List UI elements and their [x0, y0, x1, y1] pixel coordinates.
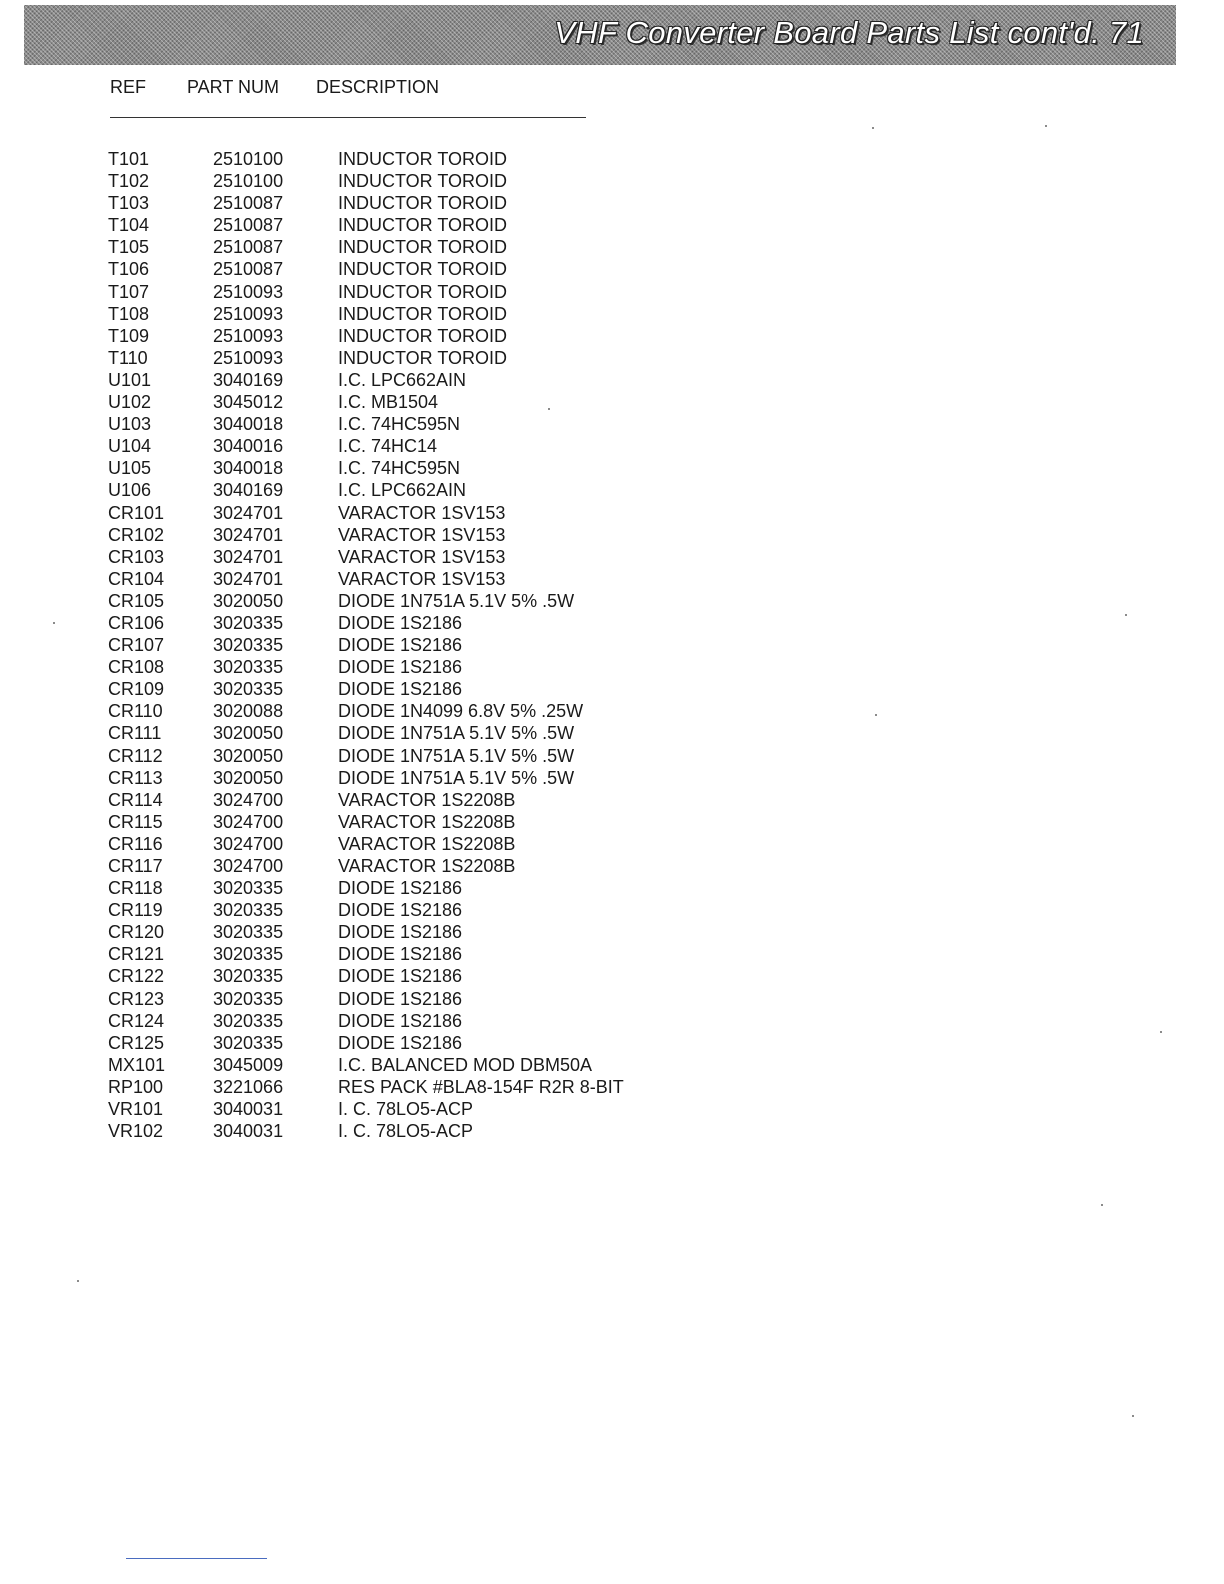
part-ref: CR112 — [108, 745, 163, 766]
part-description: INDUCTOR TOROID — [338, 325, 508, 346]
part-ref: T101 — [108, 149, 150, 169]
part-number: 3024701 — [213, 546, 284, 567]
part-description: INDUCTOR TOROID — [338, 259, 508, 280]
part-ref: CR107 — [108, 635, 165, 656]
part-ref: T103 — [108, 193, 150, 214]
part-number: 3020335 — [213, 679, 284, 700]
scan-speck — [77, 1280, 79, 1282]
part-number: 3020335 — [213, 900, 284, 921]
part-ref: RP100 — [108, 1076, 164, 1097]
part-ref: T104 — [108, 215, 150, 236]
part-description: I. C. 78LO5-ACP — [338, 1099, 474, 1120]
part-number: 2510087 — [213, 237, 284, 258]
part-ref: CR116 — [108, 833, 163, 854]
part-number: 2510093 — [213, 281, 284, 302]
header-divider — [110, 117, 586, 118]
page-header-banner — [24, 5, 1176, 65]
table-row — [0, 833, 700, 855]
table-row — [0, 1076, 700, 1098]
table-row — [0, 258, 700, 280]
part-number: 3040016 — [213, 436, 284, 457]
table-row — [0, 988, 700, 1010]
part-ref: CR105 — [108, 590, 165, 611]
table-row — [0, 921, 700, 943]
part-number: 3020050 — [213, 767, 284, 788]
table-row — [0, 479, 700, 501]
part-description: INDUCTOR TOROID — [338, 193, 508, 214]
part-ref: T110 — [108, 347, 148, 368]
scan-speck — [53, 622, 55, 624]
part-number: 3024701 — [213, 502, 284, 523]
part-description: I.C. 74HC595N — [338, 414, 461, 435]
part-number: 3040018 — [213, 414, 284, 435]
part-description: DIODE 1S2186 — [338, 1032, 463, 1053]
part-description: VARACTOR 1S2208B — [338, 811, 516, 832]
table-row — [0, 722, 700, 744]
part-ref: VR101 — [108, 1099, 164, 1120]
part-number: 3020088 — [213, 701, 284, 722]
part-description: VARACTOR 1S2208B — [338, 833, 516, 854]
table-row — [0, 236, 700, 258]
part-ref: CR125 — [108, 1032, 165, 1053]
table-row — [0, 678, 700, 700]
part-ref: CR111 — [108, 723, 162, 744]
scan-speck — [1160, 1031, 1162, 1033]
part-number: 3040169 — [213, 480, 284, 501]
table-row — [0, 170, 700, 192]
part-number: 3020050 — [213, 723, 284, 744]
part-number: 3020335 — [213, 922, 284, 943]
scan-speck — [1125, 614, 1127, 616]
part-description: DIODE 1S2186 — [338, 635, 463, 656]
table-row — [0, 281, 700, 303]
table-row — [0, 148, 700, 170]
scan-speck — [1101, 1204, 1103, 1206]
part-ref: T109 — [108, 325, 150, 346]
part-number: 2510087 — [213, 259, 284, 280]
part-ref: CR106 — [108, 612, 165, 633]
part-ref: CR118 — [108, 878, 163, 899]
part-description: I.C. 74HC14 — [338, 436, 438, 457]
table-row — [0, 1032, 700, 1054]
part-ref: U101 — [108, 369, 152, 390]
part-ref: CR115 — [108, 811, 163, 832]
part-description: INDUCTOR TOROID — [338, 303, 508, 324]
part-description: INDUCTOR TOROID — [338, 171, 508, 192]
part-description: VARACTOR 1SV153 — [338, 546, 506, 567]
table-row — [0, 590, 700, 612]
part-ref: CR110 — [108, 701, 163, 722]
part-description: I.C. MB1504 — [338, 392, 439, 413]
part-ref: CR117 — [108, 856, 163, 876]
table-row — [0, 435, 700, 457]
part-ref: U103 — [108, 414, 152, 435]
part-number: 3045012 — [213, 392, 284, 413]
table-row — [0, 303, 700, 325]
column-header-description: DESCRIPTION — [316, 77, 440, 97]
part-description: DIODE 1S2186 — [338, 1010, 463, 1031]
part-description: VARACTOR 1SV153 — [338, 568, 506, 589]
part-ref: CR102 — [108, 524, 165, 545]
part-ref: U105 — [108, 458, 152, 479]
part-number: 3020335 — [213, 635, 284, 656]
part-description: DIODE 1S2186 — [338, 900, 463, 921]
part-description: VARACTOR 1SV153 — [338, 524, 506, 545]
table-row — [0, 457, 700, 479]
part-ref: CR123 — [108, 988, 165, 1009]
table-row — [0, 634, 700, 656]
part-number: 3040169 — [213, 369, 284, 390]
part-ref: CR114 — [108, 789, 163, 810]
part-description: DIODE 1N751A 5.1V 5% .5W — [338, 767, 575, 788]
part-ref: CR104 — [108, 568, 165, 589]
part-number: 3221066 — [213, 1076, 284, 1097]
table-row — [0, 568, 700, 590]
part-description: I. C. 78LO5-ACP — [338, 1121, 474, 1142]
table-row — [0, 524, 700, 546]
table-row — [0, 877, 700, 899]
part-description: DIODE 1S2186 — [338, 657, 463, 678]
part-ref: CR119 — [108, 900, 163, 921]
part-description: DIODE 1N751A 5.1V 5% .5W — [338, 723, 575, 744]
part-number: 3020335 — [213, 1032, 284, 1053]
table-row — [0, 1098, 700, 1120]
part-number: 3024701 — [213, 568, 284, 589]
part-ref: T102 — [108, 171, 150, 192]
scan-speck — [1132, 1415, 1134, 1417]
part-description: DIODE 1N751A 5.1V 5% .5W — [338, 590, 575, 611]
part-ref: MX101 — [108, 1054, 166, 1075]
part-description: DIODE 1S2186 — [338, 679, 463, 700]
part-number: 3020335 — [213, 612, 284, 633]
part-ref: CR109 — [108, 679, 165, 700]
table-row — [0, 1120, 700, 1142]
table-row — [0, 391, 700, 413]
scan-speck — [548, 408, 550, 410]
part-number: 2510087 — [213, 193, 284, 214]
scan-speck — [872, 127, 874, 129]
part-number: 3045009 — [213, 1054, 284, 1075]
table-row — [0, 943, 700, 965]
part-description: VARACTOR 1SV153 — [338, 502, 506, 523]
page-title: VHF Converter Board Parts List cont'd. 71 — [554, 15, 1144, 50]
part-number: 3024700 — [213, 833, 284, 854]
table-row — [0, 656, 700, 678]
part-number: 3024700 — [213, 856, 284, 876]
table-row — [0, 855, 700, 877]
part-number: 3020335 — [213, 944, 284, 965]
part-number: 3020335 — [213, 966, 284, 987]
part-description: INDUCTOR TOROID — [338, 215, 508, 236]
part-number: 2510093 — [213, 303, 284, 324]
part-description: INDUCTOR TOROID — [338, 347, 508, 368]
table-row — [0, 767, 700, 789]
table-row — [0, 700, 700, 722]
part-ref: CR113 — [108, 767, 163, 788]
part-description: DIODE 1S2186 — [338, 612, 463, 633]
table-row — [0, 789, 700, 811]
part-number: 3020335 — [213, 657, 284, 678]
column-header-ref: REF — [110, 77, 146, 97]
scan-speck — [875, 714, 877, 716]
table-row — [0, 1010, 700, 1032]
part-description: I.C. BALANCED MOD DBM50A — [338, 1054, 593, 1075]
table-row — [0, 502, 700, 524]
part-ref: CR124 — [108, 1010, 165, 1031]
part-number: 3020335 — [213, 1010, 284, 1031]
part-ref: U106 — [108, 480, 152, 501]
part-number: 2510093 — [213, 325, 284, 346]
table-row — [0, 546, 700, 568]
part-description: DIODE 1S2186 — [338, 922, 463, 943]
table-row — [0, 413, 700, 435]
part-number: 3024700 — [213, 789, 284, 810]
part-ref: CR108 — [108, 657, 165, 678]
part-description: I.C. LPC662AIN — [338, 369, 467, 390]
part-number: 3020050 — [213, 745, 284, 766]
part-description: INDUCTOR TOROID — [338, 237, 508, 258]
part-description: I.C. LPC662AIN — [338, 480, 467, 501]
part-ref: CR101 — [108, 502, 165, 523]
part-description: VARACTOR 1S2208B — [338, 789, 516, 810]
table-row — [0, 369, 700, 391]
part-ref: CR122 — [108, 966, 165, 987]
part-description: DIODE 1S2186 — [338, 878, 463, 899]
part-number: 3024701 — [213, 524, 284, 545]
part-number: 3020050 — [213, 590, 284, 611]
table-row — [0, 899, 700, 921]
part-number: 3040031 — [213, 1121, 284, 1142]
parts-list — [0, 148, 700, 1142]
part-number: 3040031 — [213, 1099, 284, 1120]
table-row — [0, 325, 700, 347]
part-description: DIODE 1N4099 6.8V 5% .25W — [338, 701, 584, 722]
part-ref: T107 — [108, 281, 150, 302]
footer-line — [126, 1558, 267, 1559]
part-ref: CR103 — [108, 546, 165, 567]
part-description: RES PACK #BLA8-154F R2R 8-BIT — [338, 1076, 624, 1097]
table-row — [0, 745, 700, 767]
part-number: 3020335 — [213, 878, 284, 899]
part-number: 2510100 — [213, 149, 284, 169]
part-number: 3020335 — [213, 988, 284, 1009]
part-number: 2510087 — [213, 215, 284, 236]
part-ref: VR102 — [108, 1121, 164, 1142]
part-description: DIODE 1S2186 — [338, 966, 463, 987]
scan-speck — [1045, 125, 1047, 127]
column-header-part-num: PART NUM — [187, 77, 280, 97]
part-ref: CR120 — [108, 922, 165, 943]
table-row — [0, 965, 700, 987]
part-description: I.C. 74HC595N — [338, 458, 461, 479]
part-number: 2510100 — [213, 171, 284, 192]
part-description: DIODE 1N751A 5.1V 5% .5W — [338, 745, 575, 766]
table-row — [0, 1054, 700, 1076]
table-row — [0, 612, 700, 634]
part-ref: T108 — [108, 303, 150, 324]
part-description: VARACTOR 1S2208B — [338, 856, 516, 876]
table-row — [0, 192, 700, 214]
table-row — [0, 347, 700, 369]
part-ref: T105 — [108, 237, 150, 258]
table-row — [0, 811, 700, 833]
table-row — [0, 214, 700, 236]
part-description: DIODE 1S2186 — [338, 988, 463, 1009]
part-ref: T106 — [108, 259, 150, 280]
part-number: 2510093 — [213, 347, 284, 368]
part-number: 3024700 — [213, 811, 284, 832]
part-ref: U104 — [108, 436, 152, 457]
part-number: 3040018 — [213, 458, 284, 479]
part-description: DIODE 1S2186 — [338, 944, 463, 965]
part-description: INDUCTOR TOROID — [338, 149, 508, 169]
part-description: INDUCTOR TOROID — [338, 281, 508, 302]
part-ref: CR121 — [108, 944, 165, 965]
part-ref: U102 — [108, 392, 152, 413]
